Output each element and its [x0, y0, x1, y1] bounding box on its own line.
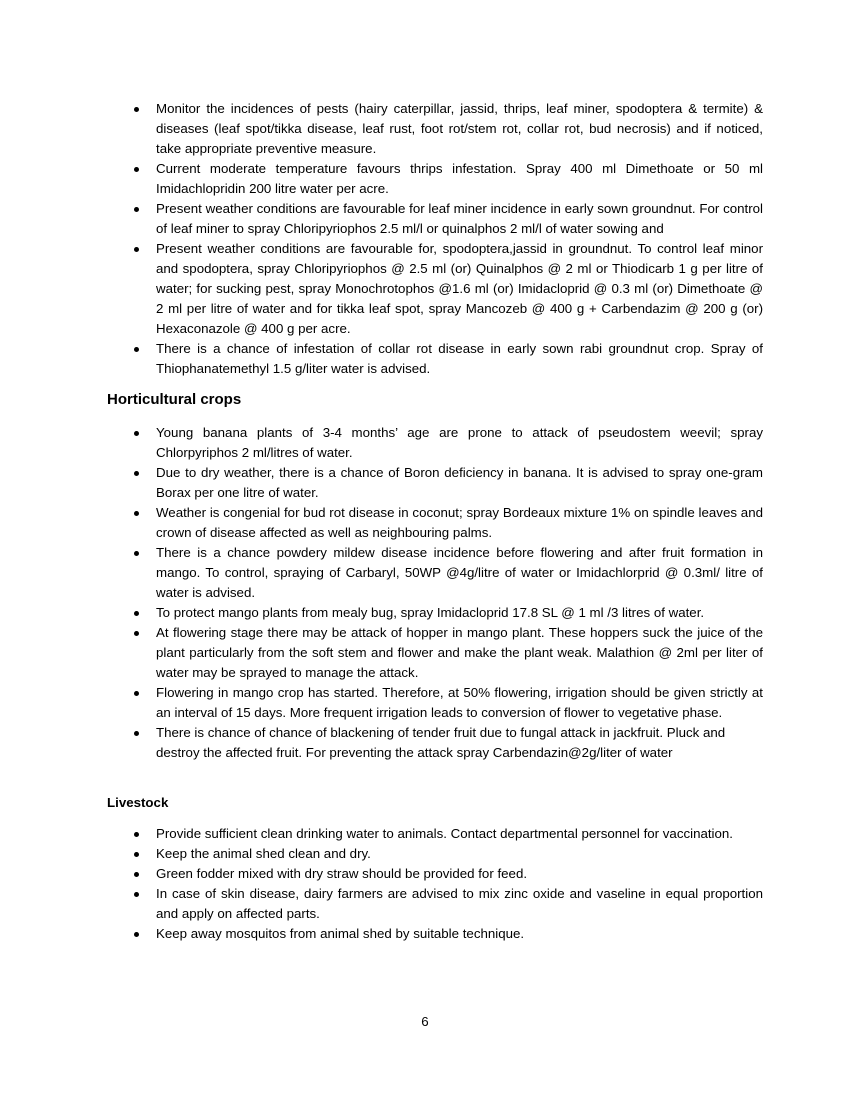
bullet-icon	[134, 852, 139, 857]
list-item	[156, 844, 763, 864]
pest-advisory-list	[156, 99, 763, 379]
advisory-text: To protect mango plants from mealy bug, spray Imidacloprid 17.8 SL @ 1 ml /3 litres of water.	[156, 605, 705, 620]
advisory-text: Present weather conditions are favourable for leaf miner incidence in early sown groundnut. For control of leaf miner to spray Chloripyriophos 2.5 ml/l or quinalphos 2 ml/l of water sowing and	[156, 201, 763, 236]
advisory-text: Flowering in mango crop has started. Therefore, at 50% flowering, irrigation should be given strictly at an interval of 15 days. More frequent irrigation leads to conversion of flower to vegetative phase.	[156, 685, 763, 720]
advisory-text: Provide sufficient clean drinking water to animals. Contact departmental personnel for vaccination.	[156, 826, 733, 841]
advisory-text: There is chance of chance of blackening of tender fruit due to fungal attack in jackfruit. Pluck and destroy the affected fruit. For preventing the attack spray Carbendazin@2g/liter of water	[156, 725, 726, 760]
advisory-text: Keep away mosquitos from animal shed by suitable technique.	[156, 926, 525, 941]
list-item	[156, 463, 763, 503]
list-item	[156, 159, 763, 199]
list-item	[156, 824, 763, 844]
list-item	[156, 924, 763, 944]
horticultural-advisory-list	[156, 423, 763, 763]
bullet-icon	[134, 832, 139, 837]
bullet-icon	[134, 431, 139, 436]
advisory-text: Green fodder mixed with dry straw should be provided for feed.	[156, 866, 528, 881]
advisory-text: At flowering stage there may be attack of hopper in mango plant. These hoppers suck the juice of the plant particularly from the soft stem and flower and make the plant weak. Malathion @ 2ml per liter of water may be sprayed to manage the attack.	[156, 625, 763, 680]
list-item	[156, 423, 763, 463]
list-item	[156, 99, 763, 159]
bullet-icon	[134, 932, 139, 937]
list-item	[156, 603, 763, 623]
advisory-text: Monitor the incidences of pests (hairy caterpillar, jassid, thrips, leaf miner, spodoptera & termite) & diseases (leaf spot/tikka disease, leaf rust, foot rot/stem rot, collar rot, bud necrosis) and if noticed, take appropriate preventive measure.	[156, 101, 763, 156]
list-item	[156, 723, 763, 763]
advisory-text: Young banana plants of 3-4 months’ age are prone to attack of pseudostem weevil; spray Chlorpyriphos 2 ml/litres of water.	[156, 425, 763, 460]
bullet-icon	[134, 167, 139, 172]
advisory-text: Present weather conditions are favourable for, spodoptera,jassid in groundnut. To control leaf minor and spodoptera, spray Chloripyriophos @ 2.5 ml (or) Quinalphos @ 2 ml or Thiodicarb 1 g per litre of water; for sucking pest, spray Monochrotophos @1.6 ml (or) Imidacloprid @ 0.3 ml (or) Dimethoate @ 2 ml per litre of water and for tikka leaf spot, spray Mancozeb @ 400 g + Carbendazim @ 200 g (or) Hexaconazole @ 400 g per acre.	[156, 241, 763, 336]
bullet-icon	[134, 471, 139, 476]
list-item	[156, 864, 763, 884]
livestock-advisory-list	[156, 824, 763, 944]
advisory-text: Weather is congenial for bud rot disease in coconut; spray Bordeaux mixture 1% on spindle leaves and crown of disease affected as well as neighbouring palms.	[156, 505, 763, 540]
page-number: 6	[421, 1014, 429, 1029]
list-item	[156, 623, 763, 683]
bullet-icon	[134, 731, 139, 736]
bullet-icon	[134, 631, 139, 636]
bullet-icon	[134, 691, 139, 696]
advisory-text: There is a chance of infestation of collar rot disease in early sown rabi groundnut crop. Spray of Thiophanatemethyl 1.5 g/liter water is advised.	[156, 341, 763, 376]
bullet-icon	[134, 872, 139, 877]
list-item	[156, 683, 763, 723]
list-item	[156, 339, 763, 379]
advisory-text: In case of skin disease, dairy farmers are advised to mix zinc oxide and vaseline in equal proportion and apply on affected parts.	[156, 886, 763, 921]
bullet-icon	[134, 551, 139, 556]
bullet-icon	[134, 247, 139, 252]
list-item	[156, 884, 763, 924]
horticultural-crops-heading: Horticultural crops	[107, 391, 242, 408]
list-item	[156, 503, 763, 543]
advisory-text: Keep the animal shed clean and dry.	[156, 846, 371, 861]
list-item	[156, 199, 763, 239]
advisory-text: There is a chance powdery mildew disease incidence before flowering and after fruit formation in mango. To control, spraying of Carbaryl, 50WP @4g/litre of water or Imidachlorprid @ 0.3ml/ litre of water is advised.	[156, 545, 763, 600]
bullet-icon	[134, 611, 139, 616]
bullet-icon	[134, 892, 139, 897]
bullet-icon	[134, 511, 139, 516]
list-item	[156, 543, 763, 603]
bullet-icon	[134, 347, 139, 352]
livestock-heading: Livestock	[107, 795, 169, 810]
list-item	[156, 239, 763, 339]
advisory-text: Current moderate temperature favours thrips infestation. Spray 400 ml Dimethoate or 50 ml Imidachlopridin 200 litre water per acre.	[156, 161, 763, 196]
bullet-icon	[134, 107, 139, 112]
advisory-text: Due to dry weather, there is a chance of Boron deficiency in banana. It is advised to spray one-gram Borax per one litre of water.	[156, 465, 763, 500]
bullet-icon	[134, 207, 139, 212]
